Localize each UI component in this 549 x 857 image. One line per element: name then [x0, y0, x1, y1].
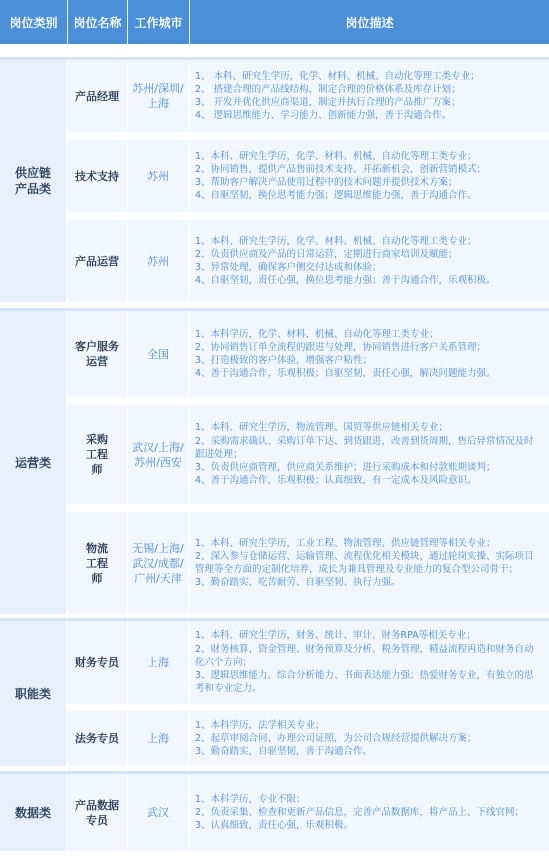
work-city: 上海 — [128, 621, 188, 704]
description-line: 3、 开发并优化供应商渠道，制定并执行合理的产品推广方案； — [195, 97, 461, 108]
work-city: 武汉/上海/苏州/西安 — [128, 405, 188, 504]
description-line: 2、采购需求确认、采购订单下达、到货跟进，改善到货周期，售后异常情况及时跟进处理； — [195, 435, 534, 460]
category-label: 运营类 — [14, 455, 51, 470]
description-line: 1、 本科、研究生学历，化学、材料、机械、自动化等理工类专业； — [195, 70, 480, 82]
description-line: 3、认真细致，责任心强，乐观积极。 — [195, 820, 354, 832]
position-name: 财务专员 — [67, 621, 127, 704]
description-line: 2、起草审阅合同、办理公司证照，为公司合规经营提供解决方案； — [195, 732, 477, 744]
description-line: 4、善于沟通合作，乐观积极；认真细致，有一定成本及风险意识。 — [195, 475, 477, 487]
description-line: 1、本科学历，专业不限； — [195, 793, 306, 805]
description-line: 3、负责供应商管理，供应商关系维护；进行采购成本和付款账期谈判； — [195, 462, 496, 474]
position-name: 产品经理 — [67, 60, 127, 132]
group-divider — [0, 618, 549, 621]
job-description — [189, 621, 549, 704]
description-line: 1、本科、研究生学历，财务、统计、审计、财务RPA等相关专业； — [195, 630, 476, 642]
header-work-city: 工作城市 — [127, 0, 189, 44]
description-line: 2、协同销售，提供产品售前技术支持、开拓新机会，创新营销模式； — [195, 163, 487, 175]
description-line: 1、本科、研究生学历，物流管理、国贸等供应链相关专业； — [195, 422, 449, 434]
work-city: 武汉 — [128, 774, 188, 851]
work-city: 苏州 — [128, 220, 188, 302]
group-divider — [0, 771, 549, 774]
description-line: 3、异常处理，确保客户侧交付达成和体验； — [195, 262, 382, 273]
description-line: 2、负责采集、检查和更新产品信息，完善产品数据库，将产品上、下线官网； — [195, 806, 525, 818]
header-category: 岗位类别 — [0, 0, 67, 44]
description-line: 1、本科学历，法学相关专业； — [195, 719, 325, 731]
group-divider — [0, 57, 549, 60]
description-line: 3、逻辑思维能力、综合分析能力、书面表达能力强；热爱财务专业，有独立的思考和专业定力。 — [195, 670, 534, 695]
category-label: 职能类 — [14, 686, 51, 701]
job-description — [189, 512, 549, 614]
description-line: 2、 搭建合理的产品线结构，制定合理的价格体系及库存计划； — [195, 83, 461, 95]
description-line: 1、本科学历，化学、材料、机械、自动化等理工类专业； — [195, 328, 439, 340]
category-label: 供应链产品类 — [14, 166, 51, 196]
group-divider — [0, 308, 549, 311]
description-line: 2、协同销售订单全流程的跟进与处理，协同销售进行客户关系管理； — [195, 341, 487, 353]
description-line: 1、本科、研究生学历，化学、材料、机械、自动化等理工类专业； — [195, 235, 477, 247]
job-description — [189, 774, 549, 851]
description-line: 1、本科、研究生学历，化学、材料、机械、自动化等理工类专业； — [195, 150, 477, 162]
position-name: 产品数据专员 — [67, 774, 127, 851]
work-city: 无锡/上海/武汉/成都/广州/天津 — [128, 512, 188, 614]
description-line: 4、自驱坚韧，换位思考能力强；逻辑思维能力强，善于沟通合作。 — [195, 190, 477, 202]
description-line: 4、自驱坚韧，责任心强，换位思考能力强；善于沟通合作，乐观积极。 — [195, 275, 496, 287]
description-line: 4、善于沟通合作，乐观积极；自驱坚韧，责任心强，解决问题能力强。 — [195, 368, 496, 380]
position-name: 客户服务运营 — [67, 311, 127, 397]
job-description — [189, 60, 549, 132]
job-description — [189, 405, 549, 504]
job-description — [189, 220, 549, 302]
description-line: 3、勤奋踏实、吃苦耐劳、自驱坚韧、执行力强。 — [195, 577, 401, 589]
description-line: 2、财务核算、资金管理、财务预算及分析、税务管理、精益流程再造和财务自动化六个方向； — [195, 643, 534, 668]
job-description — [189, 311, 549, 397]
category-label: 数据类 — [14, 805, 51, 820]
position-name: 采购工程师 — [67, 405, 127, 504]
work-city: 苏州/深圳/上海 — [128, 60, 188, 132]
job-description — [189, 711, 549, 766]
description-line: 2、负责供应商及产品的日常运营，定期进行商家培训及赋能； — [195, 248, 458, 260]
position-name: 技术支持 — [67, 140, 127, 212]
category-operations — [0, 311, 66, 614]
work-city: 上海 — [128, 711, 188, 766]
header-description: 岗位描述 — [189, 0, 549, 44]
header-position-name: 岗位名称 — [67, 0, 127, 44]
category-supply-chain — [0, 60, 66, 302]
position-name: 产品运营 — [67, 220, 127, 302]
description-line: 3、勤奋踏实，自驱坚韧，善于沟通合作。 — [195, 746, 373, 758]
category-data — [0, 774, 66, 851]
category-functions — [0, 621, 66, 766]
position-name: 法务专员 — [67, 711, 127, 766]
description-line: 4、 逻辑思维能力、学习能力、创新能力强，善于沟通合作。 — [195, 110, 452, 122]
work-city: 苏州 — [128, 140, 188, 212]
description-line: 3、帮助客户解决产品使用过程中的技术问题并提供技术方案； — [195, 177, 458, 188]
description-line: 1、本科、研究生学历，工业工程、物流管理、供应链管理等相关专业； — [195, 537, 496, 549]
job-description — [189, 140, 549, 212]
description-line: 3、打造极致的客户体验，增强客户粘性； — [195, 355, 373, 366]
work-city: 全国 — [128, 311, 188, 397]
description-line: 2、深入参与仓储运营、运输管理、流程优化相关模块，通过轮岗实操、实际项目管理等全方面的定制化培养，成长为兼具管理及专业能力的复合型公司骨干； — [195, 550, 534, 575]
position-name: 物流工程师 — [67, 512, 127, 614]
